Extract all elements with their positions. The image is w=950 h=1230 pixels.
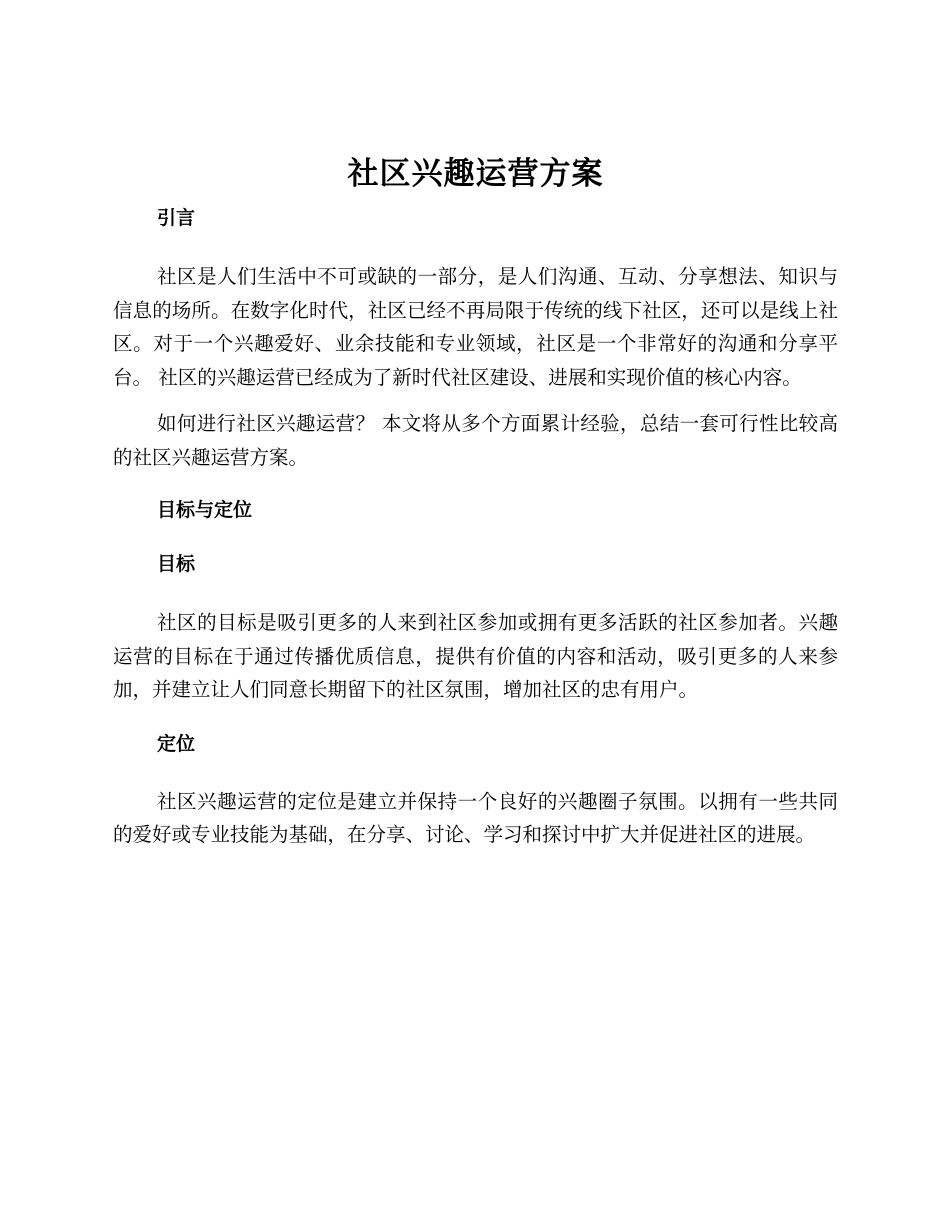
document-body — [113, 148, 838, 852]
paragraph-intro-1: 社区是人们生活中不可或缺的一部分，是人们沟通、互动、分享想法、知识与信息的场所。在数字化时代，社区已经不再局限于传统的线下社区，还可以是线上社区。对于一个兴趣爱好、业余技能和专业领域，社区是一个非常好的沟通和分享平台。 社区的兴趣运营已经成为了新时代社区建设、进展和实现价值的核心内容。 — [113, 265, 838, 389]
section-heading-intro: 引言 — [157, 207, 196, 229]
paragraph-goal: 社区的目标是吸引更多的人来到社区参加或拥有更多活跃的社区参加者。兴趣运营的目标在于通过传播优质信息，提供有价值的内容和活动，吸引更多的人来参加，并建立让人们同意长期留下的社区氛围，增加社区的忠有用户。 — [113, 611, 838, 701]
section-heading-goal-position: 目标与定位 — [157, 499, 253, 521]
paragraph-position: 社区兴趣运营的定位是建立并保持一个良好的兴趣圈子氛围。以拥有一些共同的爱好或专业技能为基础，在分享、讨论、学习和探讨中扩大并促进社区的进展。 — [113, 789, 838, 846]
subsection-heading-goal: 目标 — [157, 553, 196, 575]
document-title: 社区兴趣运营方案 — [347, 156, 604, 192]
paragraph-intro-2: 如何进行社区兴趣运营？ 本文将从多个方面累计经验，总结一套可行性比较高的社区兴趣运营方案。 — [113, 412, 838, 469]
subsection-heading-position: 定位 — [157, 732, 196, 755]
